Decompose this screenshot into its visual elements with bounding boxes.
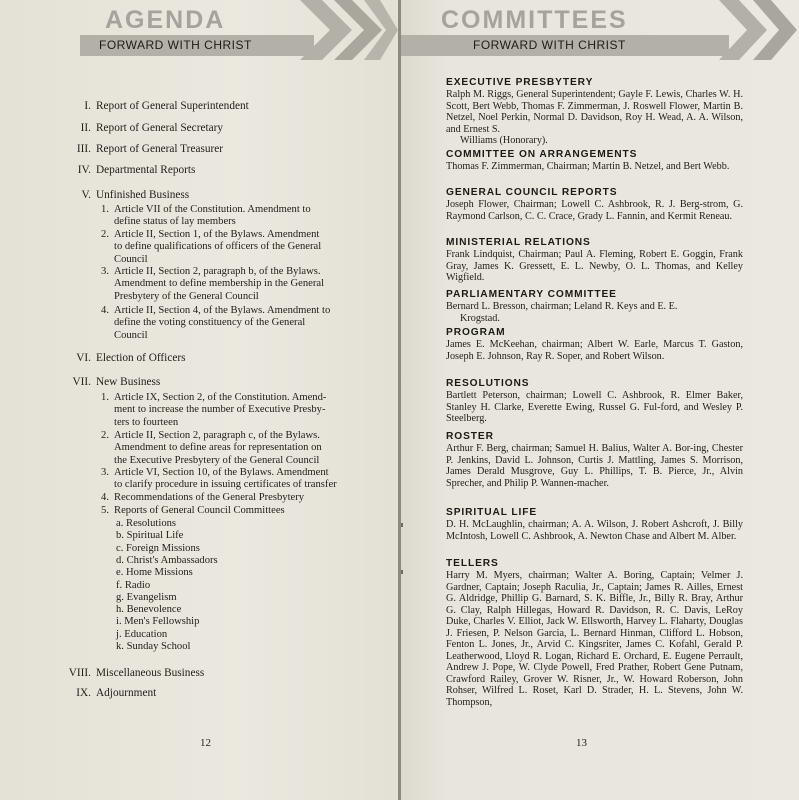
agenda-subitem-number: 3.: [101, 467, 109, 478]
agenda-subitem-number: 4.: [101, 492, 109, 503]
committee-members: Arthur F. Berg, chairman; Samuel H. Balius, Walter A. Bor-ing, Chester P. Jenkins, David L. Johnson, Curtis J. Mattling, James S. Morrison, James Derald Musgrove, Guy L. Phillips, T. B. Pierce, Jr., Alvin Sprecher, and Philip P. Wannen-macher.: [446, 443, 743, 489]
chevron-arrows-icon: [719, 0, 799, 60]
committee-heading: PARLIAMENTARY COMMITTEE: [446, 289, 617, 300]
agenda-subitem-line: Article VI, Section 10, of the Bylaws. Amendment: [114, 467, 329, 478]
committee-members: Joseph Flower, Chairman; Lowell C. Ashbrook, R. J. Berg-strom, G. Raymond Carlson, C. C. Crace, Grady L. Fannin, and Kermit Reneau.: [446, 199, 743, 222]
committee-section: [446, 288, 743, 324]
committee-section: [446, 506, 743, 542]
agenda-item-text: Departmental Reports: [96, 164, 196, 176]
committee-members: Harry M. Myers, chairman; Walter A. Boring, Captain; Velmer J. Gardner, Captain; Joseph Raculia, Jr., Captain; James R. Ailles, Ernest G. Aldridge, Phillip G. Barnard, S. K. Biffle, Jr., Billy R. Bray, Arthur G. Clay, Ralph Hillegas, Howard R. Davidson, R. C. Davis, LeRoy Duke, Charles V. Elliot, Jack W. Ellsworth, Harvey L. Flaharty, Douglas J. Friesen, P. Nelson Garcia, L. Bernard Hinman, Clifford L. Hobson, Fenton L. Jones, Jr., Arvid C. Kingsriter, James C. Kofahl, Gerald P. Leatherwood, Lloyd R. Logan, Richard E. Orchard, E. Eugene Perrault, Andrew J. Pope, W. Clyde Powell, Fred Prather, Robert Gene Putnam, Crawford Railey, Grover W. Risner, Jr., W. Howard Roberson, John Rohser, Wilfred L. Roset, Karl D. Strader, H. L. Stevens, John W. Thompson,: [446, 570, 743, 708]
agenda-subitem-line: to clarify procedure in issuing certificates of transfer: [114, 479, 337, 491]
page-title: AGENDA: [105, 6, 226, 34]
agenda-item-text: Report of General Superintendent: [96, 100, 249, 112]
agenda-item-text: Miscellaneous Business: [96, 667, 205, 679]
agenda-subitem-number: 2.: [101, 430, 109, 441]
staple-mark: [401, 523, 403, 527]
committee-report-item: i. Men's Fellowship: [116, 616, 200, 628]
agenda-item: [0, 376, 398, 390]
agenda-item: [0, 122, 398, 136]
committee-members: Thomas F. Zimmerman, Chairman; Martin B. Netzel, and Bert Webb.: [446, 161, 730, 172]
agenda-item-number: VII.: [72, 376, 91, 388]
agenda-item: [0, 687, 398, 701]
staple-mark: [401, 570, 403, 574]
committee-members: Frank Lindquist, Chairman; Paul A. Fleming, Robert E. Goggin, Frank Gray, James K. Gressett, E. L. Newby, O. L. Thomas, and Kelley Wigfield.: [446, 249, 743, 283]
committee-report-item: c. Foreign Missions: [116, 542, 200, 554]
page-number: 13: [576, 737, 587, 749]
agenda-item-number: IX.: [76, 687, 91, 699]
agenda-subitem-line: ters to fourteen: [114, 416, 179, 428]
agenda-subitem-number: 4.: [101, 305, 109, 316]
committee-report-item: h. Benevolence: [116, 604, 182, 616]
committee-heading: PROGRAM: [446, 327, 506, 338]
committee-members: Ralph M. Riggs, General Superintendent; Gayle F. Lewis, Charles W. H. Scott, Bert Webb, Thomas F. Zimmerman, J. Roswell Flower, Martin B. Netzel, Noel Perkin, Normal D. Davidson, Roy H. Wead, A. A. Wilson, and Ernest S.: [446, 89, 743, 135]
agenda-item-text: Election of Officers: [96, 352, 186, 364]
committee-heading: RESOLUTIONS: [446, 378, 530, 389]
committee-section: [446, 377, 743, 425]
committee-heading: ROSTER: [446, 431, 494, 442]
page-number: 12: [200, 737, 211, 749]
agenda-item-number: V.: [81, 189, 91, 201]
agenda-subitem-line: Article IX, Section 2, of the Constitution. Amend-: [114, 392, 327, 403]
agenda-item-number: III.: [76, 143, 91, 155]
agenda-subitem-line: Article VII of the Constitution. Amendment to: [114, 204, 311, 215]
agenda-subitem-line: Article II, Section 1, of the Bylaws. Amendment: [114, 229, 320, 240]
agenda-item-number: II.: [80, 122, 91, 134]
agenda-item-text: Report of General Secretary: [96, 122, 224, 134]
agenda-banner: [0, 0, 398, 60]
agenda-item-number: IV.: [77, 164, 91, 176]
agenda-subitem-line: Council: [114, 329, 148, 341]
committee-members-continued: Williams (Honorary).: [460, 135, 548, 146]
committee-report-item: j. Education: [116, 628, 168, 640]
committee-section: [446, 326, 743, 362]
agenda-subitem-number: 1.: [101, 204, 109, 215]
committee-members: D. H. McLaughlin, chairman; A. A. Wilson, J. Robert Ashcroft, J. Billy McIntosh, Lowell C. Ashbrook, A. Newton Chase and Albert M. Alber.: [446, 519, 743, 542]
committee-heading: MINISTERIAL RELATIONS: [446, 237, 591, 248]
agenda-subitem-number: 3.: [101, 266, 109, 277]
agenda-subitem-line: Council: [114, 253, 148, 265]
committee-members: Bartlett Peterson, chairman; Lowell C. Ashbrook, R. Elmer Baker, Stanley H. Clarke, Everette Ewing, Russel G. Ful-ford, and Wesley P. Steelberg.: [446, 390, 743, 424]
committee-members: James E. McKeehan, chairman; Albert W. Earle, Marcus T. Gaston, Joseph E. Johnson, Ray R. Soper, and Robert Wilson.: [446, 339, 743, 362]
committee-heading: GENERAL COUNCIL REPORTS: [446, 187, 618, 198]
page-subtitle: FORWARD WITH CHRIST: [473, 38, 626, 52]
agenda-subitem-line: Amendment to define membership in the General: [114, 278, 325, 290]
committee-heading: SPIRITUAL LIFE: [446, 507, 538, 518]
agenda-item-text: Adjournment: [96, 687, 157, 699]
agenda-subitem-number: 1.: [101, 392, 109, 403]
agenda-item-text: Report of General Treasurer: [96, 143, 224, 155]
agenda-subitem-number: 2.: [101, 229, 109, 240]
committee-section: [446, 76, 743, 147]
agenda-subitem-line: Amendment to define areas for representation on: [114, 442, 322, 454]
agenda-item: [0, 143, 398, 157]
agenda-subitem-line: the Executive Presbytery of the General Council: [114, 454, 320, 466]
committee-report-item: k. Sunday School: [116, 641, 191, 652]
committees-banner: [401, 0, 799, 60]
agenda-subitem-line: Reports of General Council Committees: [114, 505, 285, 516]
agenda-subitem-line: define status of lay members: [114, 216, 236, 228]
committee-report-item: f. Radio: [116, 579, 151, 591]
agenda-subitem-number: 5.: [101, 505, 109, 516]
agenda-subitem-line: Article II, Section 2, paragraph c, of the Bylaws.: [114, 430, 320, 441]
committee-heading: COMMITTEE ON ARRANGEMENTS: [446, 149, 638, 160]
agenda-item: [0, 189, 398, 203]
committee-report-item: e. Home Missions: [116, 567, 193, 579]
agenda-subitem-line: Article II, Section 4, of the Bylaws. Amendment to: [114, 305, 331, 316]
chevron-arrows-icon: [300, 0, 398, 60]
committee-heading: TELLERS: [446, 558, 499, 569]
agenda-item-number: I.: [84, 100, 91, 112]
committee-members-continued: Krogstad.: [460, 312, 500, 324]
committee-section: [446, 148, 743, 173]
left-page: [0, 0, 398, 800]
agenda-item: [0, 352, 398, 366]
agenda-item: [0, 164, 398, 178]
agenda-subitem-line: to define qualifications of officers of the General: [114, 241, 322, 253]
agenda-item-text: New Business: [96, 376, 161, 388]
committee-report-item: a. Resolutions: [116, 518, 177, 529]
agenda-item: [0, 667, 398, 681]
committee-section: [446, 236, 743, 284]
agenda-item-number: VIII.: [68, 667, 91, 679]
committee-section: [446, 557, 743, 708]
agenda-item-number: VI.: [76, 352, 91, 364]
committee-report-item: d. Christ's Ambassadors: [116, 554, 218, 566]
agenda-item-text: Unfinished Business: [96, 189, 190, 201]
agenda-subitem-line: Presbytery of the General Council: [114, 290, 259, 302]
agenda-subitem-line: define the voting constituency of the General: [114, 317, 306, 329]
agenda-subitem-line: Recommendations of the General Presbytery: [114, 492, 305, 503]
committee-report-item: b. Spiritual Life: [116, 530, 184, 542]
committee-heading: EXECUTIVE PRESBYTERY: [446, 77, 594, 88]
committee-members: Bernard L. Bresson, chairman; Leland R. Keys and E. E.: [446, 301, 678, 312]
committee-section: [446, 186, 743, 222]
page-title: COMMITTEES: [441, 6, 628, 34]
agenda-subitem-line: ment to increase the number of Executive Presby-: [114, 404, 326, 416]
agenda-item: [0, 100, 398, 114]
committee-report-item: g. Evangelism: [116, 591, 177, 603]
right-page: [401, 0, 799, 800]
page-subtitle: FORWARD WITH CHRIST: [99, 38, 252, 52]
committee-section: [446, 430, 743, 489]
agenda-subitem-line: Article II, Section 2, paragraph b, of the Bylaws.: [114, 266, 321, 277]
